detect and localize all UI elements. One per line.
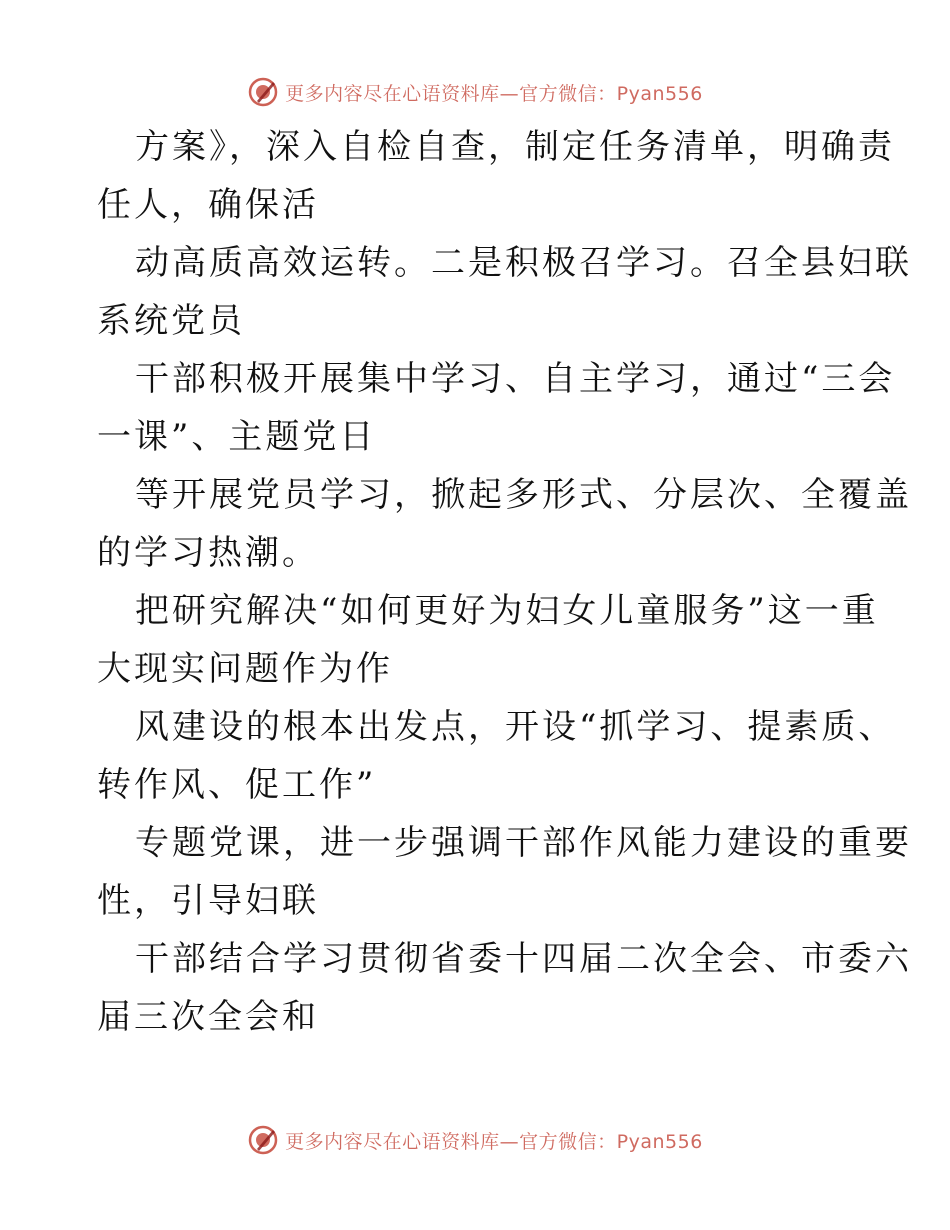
text-line: 一课”、主题党日 xyxy=(97,417,377,457)
pen-logo-icon xyxy=(247,76,279,108)
text-line: 干部结合学习贯彻省委十四届二次全会、市委六 xyxy=(135,939,912,979)
footer-watermark xyxy=(0,1120,950,1160)
text-line: 风建设的根本出发点，开设“抓学习、提素质、 xyxy=(135,707,896,747)
text-line: 干部积极开展集中学习、自主学习，通过“三会 xyxy=(135,359,896,399)
watermark-text: 更多内容尽在心语资料库—官方微信：Pyan556 xyxy=(285,82,703,105)
text-line: 方案》，深入自检自查，制定任务清单，明确责 xyxy=(135,127,895,167)
text-line: 转作风、促工作” xyxy=(97,765,377,805)
watermark-text: 更多内容尽在心语资料库—官方微信：Pyan556 xyxy=(285,1130,703,1153)
text-line: 的学习热潮。 xyxy=(97,533,319,573)
text-line: 性，引导妇联 xyxy=(97,881,319,921)
text-line: 动高质高效运转。二是积极召学习。召全县妇联 xyxy=(135,243,912,283)
pen-logo-icon xyxy=(247,1124,279,1156)
text-line: 把研究解决“如何更好为妇女儿童服务”这一重 xyxy=(135,591,879,631)
text-line: 专题党课，进一步强调干部作风能力建设的重要 xyxy=(135,823,912,863)
text-line: 任人，确保活 xyxy=(97,185,319,225)
header-watermark xyxy=(0,72,950,112)
document-body xyxy=(97,118,912,1046)
text-line: 届三次全会和 xyxy=(97,997,319,1037)
text-line: 系统党员 xyxy=(97,301,245,341)
text-line: 大现实问题作为作 xyxy=(97,649,393,689)
text-line: 等开展党员学习，掀起多形式、分层次、全覆盖 xyxy=(135,475,912,515)
